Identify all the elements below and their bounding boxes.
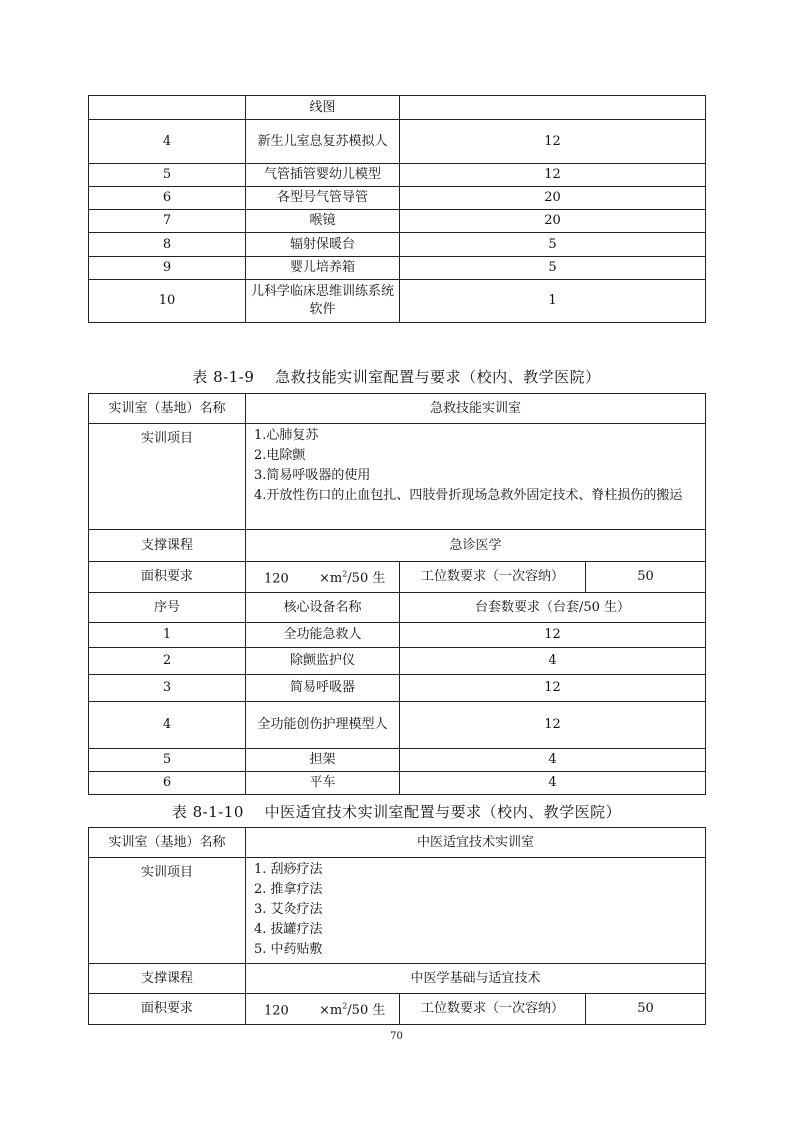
area-row (89, 994, 706, 1025)
room-row (89, 828, 706, 858)
list-item: 1. 刮痧疗法 (254, 862, 323, 877)
row-qty: 12 (400, 675, 706, 702)
items-label: 实训项目 (89, 424, 246, 530)
row-qty: 1 (400, 280, 706, 323)
row-qty: 5 (400, 257, 706, 280)
list-item: 3.简易呼吸器的使用 (254, 468, 371, 483)
list-item: 2.电除颤 (254, 448, 306, 463)
station-label: 工位数要求（一次容纳） (400, 562, 586, 593)
row-qty: 12 (400, 120, 706, 164)
area-cell (246, 562, 400, 593)
row-no: 2 (89, 648, 246, 675)
row-name: 儿科学临床思维训练系统软件 (246, 280, 400, 323)
list-item: 4.开放性伤口的止血包扎、四肢骨折现场急救外固定技术、脊柱损伤的搬运 (254, 488, 683, 503)
table-caption: 表 8-1-9 急救技能实训室配置与要求（校内、教学医院） (192, 368, 601, 386)
row-name: 气管插管婴幼儿模型 (246, 164, 400, 187)
room-row (89, 394, 706, 424)
table-row (89, 257, 706, 280)
station-value: 50 (586, 994, 706, 1025)
area-cell (246, 994, 400, 1025)
list-item: 3. 艾灸疗法 (254, 902, 323, 917)
row-no: 6 (89, 772, 246, 795)
list-item: 5. 中药贴敷 (254, 942, 323, 957)
list-item: 1.心肺复苏 (254, 428, 319, 443)
row-name: 担架 (246, 749, 400, 772)
row-no: 5 (89, 749, 246, 772)
row-name: 简易呼吸器 (246, 675, 400, 702)
table-row (89, 280, 706, 323)
emergency-skills-table (88, 393, 706, 795)
row-qty: 4 (400, 648, 706, 675)
course-row (89, 530, 706, 562)
row-name: 平车 (246, 772, 400, 795)
table-row (89, 210, 706, 233)
room-label: 实训室（基地）名称 (89, 828, 246, 858)
table-row (89, 648, 706, 675)
row-no: 9 (89, 257, 246, 280)
course-value: 急诊医学 (246, 530, 706, 562)
room-value: 急救技能实训室 (246, 394, 706, 424)
station-label: 工位数要求（一次容纳） (400, 994, 586, 1025)
course-row (89, 964, 706, 994)
row-no: 4 (89, 702, 246, 749)
area-label: 面积要求 (89, 562, 246, 593)
row-no: 6 (89, 187, 246, 210)
row-qty: 12 (400, 623, 706, 648)
row-name: 线图 (246, 96, 400, 120)
row-qty: 4 (400, 772, 706, 795)
list-item: 4. 拔罐疗法 (254, 922, 323, 937)
row-name: 喉镜 (246, 210, 400, 233)
area-value: 120 (264, 1003, 289, 1019)
table-row (89, 120, 706, 164)
row-name: 各型号气管导管 (246, 187, 400, 210)
header-name: 核心设备名称 (246, 593, 400, 623)
area-row (89, 562, 706, 593)
table-row (89, 233, 706, 257)
row-no (89, 96, 246, 120)
items-row (89, 858, 706, 964)
area-label: 面积要求 (89, 994, 246, 1025)
row-name: 全功能急救人 (246, 623, 400, 648)
row-no: 4 (89, 120, 246, 164)
row-qty: 20 (400, 187, 706, 210)
table-caption: 表 8-1-10 中医适宜技术实训室配置与要求（校内、教学医院） (171, 803, 622, 821)
tcm-techniques-table (88, 827, 706, 1025)
area-unit: $\times m^2/50$ 生 (318, 569, 386, 587)
area-value: 120 (264, 571, 289, 587)
table-row (89, 187, 706, 210)
row-no: 5 (89, 164, 246, 187)
row-name: 辐射保暖台 (246, 233, 400, 257)
table-row (89, 749, 706, 772)
area-unit: $\times m^2/50$ 生 (318, 1001, 386, 1019)
room-value: 中医适宜技术实训室 (246, 828, 706, 858)
row-name: 新生儿室息复苏模拟人 (246, 120, 400, 164)
row-qty: 4 (400, 749, 706, 772)
row-no: 3 (89, 675, 246, 702)
row-qty: 5 (400, 233, 706, 257)
row-qty: 20 (400, 210, 706, 233)
items-row (89, 424, 706, 530)
items-list (246, 424, 706, 530)
equipment-table-continued (88, 95, 706, 323)
room-label: 实训室（基地）名称 (89, 394, 246, 424)
row-name: 全功能创伤护理模型人 (246, 702, 400, 749)
table-row (89, 623, 706, 648)
items-label: 实训项目 (89, 858, 246, 964)
station-value: 50 (586, 562, 706, 593)
row-name: 婴儿培养箱 (246, 257, 400, 280)
table-row (89, 702, 706, 749)
list-item: 2. 推拿疗法 (254, 882, 323, 897)
row-qty: 12 (400, 164, 706, 187)
table-row (89, 164, 706, 187)
row-no: 7 (89, 210, 246, 233)
page-number: 70 (390, 1031, 403, 1042)
items-list (246, 858, 706, 964)
row-name: 除颤监护仪 (246, 648, 400, 675)
course-value: 中医学基础与适宜技术 (246, 964, 706, 994)
course-label: 支撑课程 (89, 964, 246, 994)
row-no: 1 (89, 623, 246, 648)
table-row (89, 675, 706, 702)
row-qty (400, 96, 706, 120)
table-row (89, 96, 706, 120)
course-label: 支撑课程 (89, 530, 246, 562)
row-no: 10 (89, 280, 246, 323)
row-qty: 12 (400, 702, 706, 749)
row-no: 8 (89, 233, 246, 257)
header-no: 序号 (89, 593, 246, 623)
header-qty: 台套数要求（台套/50 生） (400, 593, 706, 623)
table-row (89, 772, 706, 795)
header-row (89, 593, 706, 623)
